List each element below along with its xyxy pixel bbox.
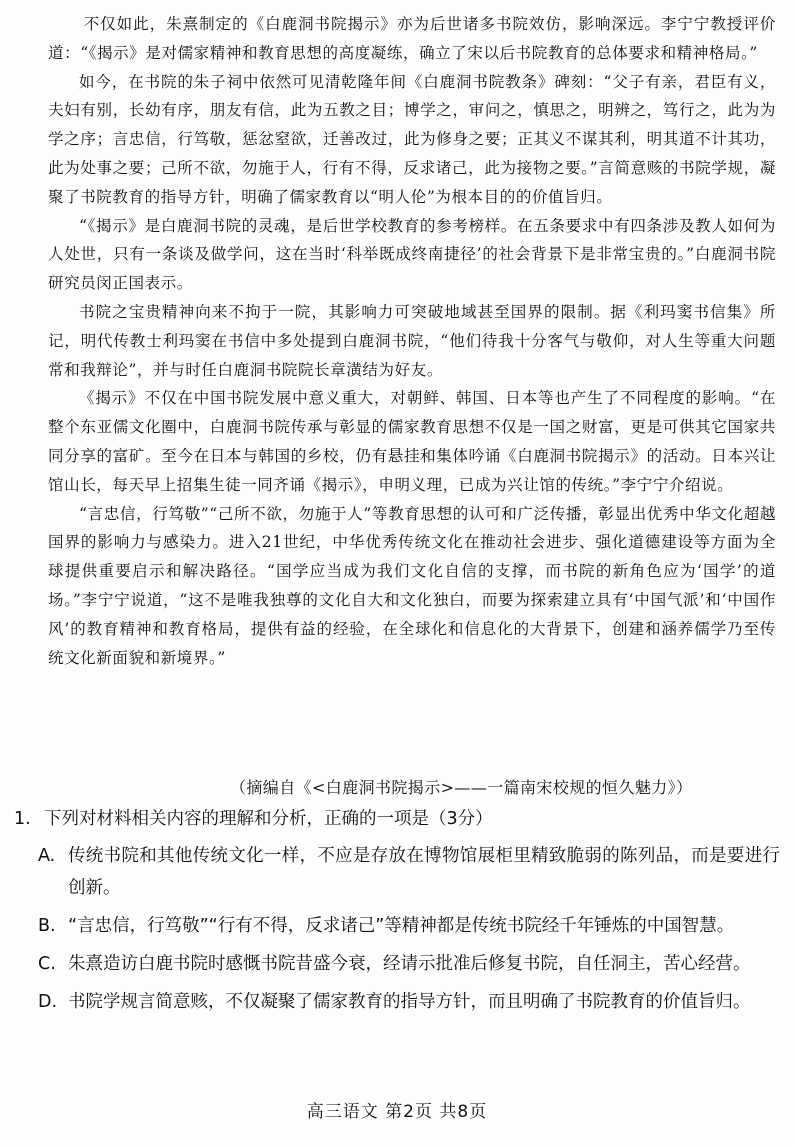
- option-d: [38, 986, 780, 1018]
- option-c: [38, 948, 780, 980]
- page-footer: 高三语文 第2页 共8页: [306, 1102, 488, 1122]
- passage-paragraph: 书院之宝贵精神向来不拘于一院，其影响力可突破地域甚至国界的限制。据《利玛窦书信集》所记，明代传教士利玛窦在书信中多处提到白鹿洞书院，“他们待我十分客气与敬仰，对人生等重大问题常和我辩论”，并与时任白鹿洞书院院长章潢结为好友。: [48, 302, 776, 379]
- option-letter: C.: [38, 954, 56, 974]
- question-number: 1.: [14, 809, 31, 829]
- option-a: [38, 840, 780, 904]
- passage-paragraph: 不仅如此，朱熹制定的《白鹿洞书院揭示》亦为后世诸多书院效仿，影响深远。李宁宁教授评价道：“《揭示》是对儒家精神和教育思想的高度凝练，确立了宋以后书院教育的总体要求和精神格局。”: [48, 15, 776, 62]
- passage-paragraph: 如今，在书院的朱子祠中依然可见清乾隆年间《白鹿洞书院教条》碑刻：“父子有亲，君臣有义，夫妇有别，长幼有序，朋友有信，此为五教之目；博学之，审问之，慎思之，明辨之，笃行之，此为为学之序；言忠信，行笃敬，惩忿窒欲，迁善改过，此为修身之要；正其义不谋其利，明其道不计其功，此为处事之要；己所不欲，勿施于人，行有不得，反求诸己，此为接物之要。”言简意赅的书院学规，凝聚了书院教育的指导方针，明确了儒家教育以“明人伦”为根本目的的价值旨归。: [48, 72, 776, 206]
- option-letter: A.: [38, 846, 56, 866]
- option-letter: B.: [38, 916, 56, 936]
- passage-paragraph: 《揭示》不仅在中国书院发展中意义重大，对朝鲜、韩国、日本等也产生了不同程度的影响。“在整个东亚儒文化圈中，白鹿洞书院传承与彰显的儒家教育思想不仅是一国之财富，更是可供其它国家共同分享的富矿。至今在日本与韩国的乡校，仍有悬挂和集体吟诵《白鹿洞书院揭示》的活动。日本兴让馆山长，每天早上招集生徒一同齐诵《揭示》，申明义理，已成为兴让馆的传统。”李宁宁介绍说。: [48, 389, 776, 494]
- option-text: 书院学规言简意赅，不仅凝聚了儒家教育的指导方针，而且明确了书院教育的价值旨归。: [68, 992, 751, 1012]
- reading-passage: [48, 10, 776, 672]
- question-stem: [14, 804, 780, 834]
- option-letter: D.: [38, 992, 58, 1012]
- passage-paragraph: “言忠信，行笃敬”“己所不欲，勿施于人”等教育思想的认可和广泛传播，彰显出优秀中华文化超越国界的影响力与感染力。进入21世纪，中华优秀传统文化在推动社会进步、强化道德建设等方面为全球提供重要启示和解决路径。“国学应当成为我们文化自信的支撑，而书院的新角色应为‘国学’的道场。”李宁宁说道，“这不是唯我独尊的文化自大和文化独白，而要为探索建立具有‘中国气派’和‘中国作风’的教育精神和教育格局，提供有益的经验，在全球化和信息化的大背景下，创建和涵养儒学乃至传统文化新面貌和新境界。”: [48, 504, 776, 667]
- question-1: [14, 804, 780, 1018]
- passage-paragraph: “《揭示》是白鹿洞书院的灵魂，是后世学校教育的参考榜样。在五条要求中有四条涉及教人如何为人处世，只有一条谈及做学问，这在当时‘科举既成终南捷径’的社会背景下是非常宝贵的。”白鹿洞书院研究员闵正国表示。: [48, 216, 776, 293]
- option-b: [38, 910, 780, 942]
- option-text: “言忠信，行笃敬”“行有不得，反求诸己”等精神都是传统书院经千年锤炼的中国智慧。: [68, 916, 735, 936]
- passage-source: （摘编自《<白鹿洞书院揭示>——一篇南宋校规的恒久魅力》）: [230, 778, 693, 797]
- question-stem-text: 下列对材料相关内容的理解和分析，正确的一项是（3分）: [44, 809, 493, 829]
- option-text: 朱熹造访白鹿书院时感慨书院昔盛今衰，经请示批准后修复书院，自任洞主，苦心经营。: [68, 954, 751, 974]
- option-text: 传统书院和其他传统文化一样，不应是存放在博物馆展柜里精致脆弱的陈列品，而是要进行创新。: [68, 846, 780, 898]
